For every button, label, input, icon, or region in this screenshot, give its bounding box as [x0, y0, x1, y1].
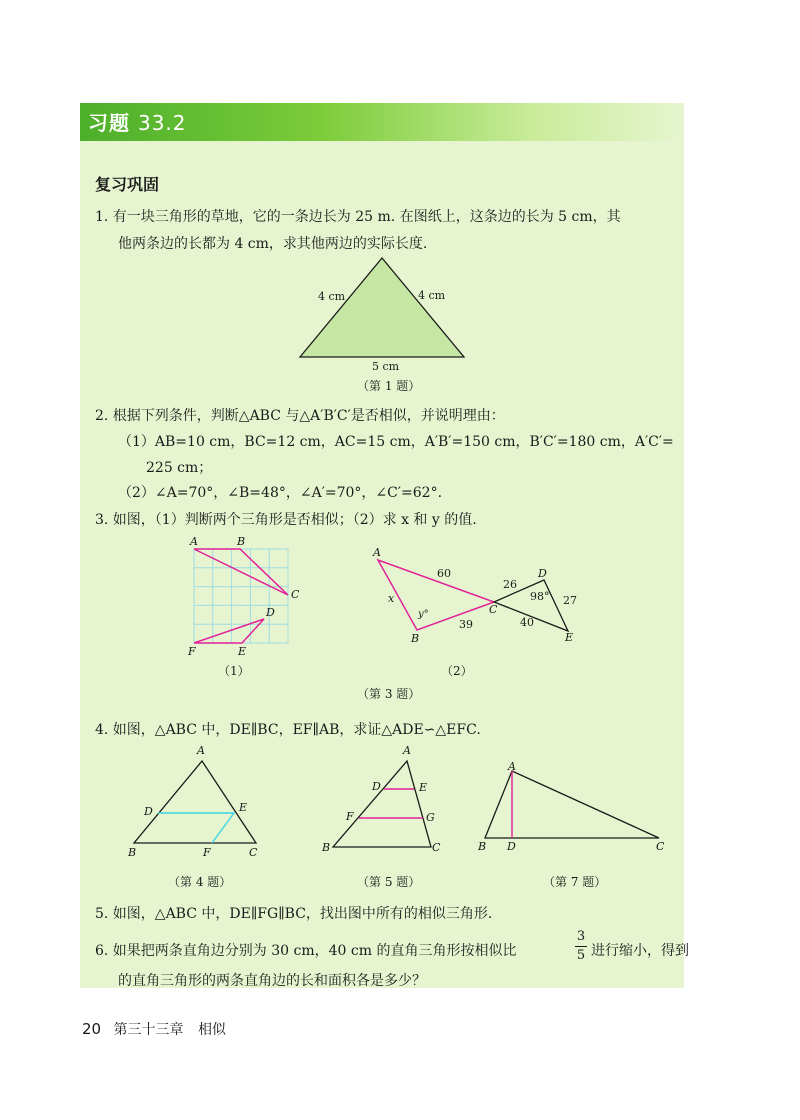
- q2-line3: 225 cm；: [146, 460, 213, 476]
- title-prefix: 习题: [88, 111, 130, 135]
- q3-f1-B: B: [237, 535, 246, 548]
- q6-line1b: 进行缩小，得到: [591, 943, 689, 959]
- q4-f7-C: C: [656, 840, 665, 853]
- q3-f2-D: D: [538, 567, 547, 580]
- q3-f2-26: 26: [503, 578, 517, 591]
- title-number: 33.2: [137, 111, 187, 135]
- q3-f1-sub: （1）: [218, 664, 250, 678]
- q4-f4-B: B: [128, 846, 137, 859]
- q3-f2-y: y°: [418, 609, 429, 620]
- q3-f2-B: B: [411, 632, 420, 645]
- q3-f2-A: A: [373, 546, 381, 559]
- q3-caption: （第 3 题）: [357, 687, 421, 701]
- chapter-name: 第三十三章: [113, 1022, 184, 1038]
- q7-caption: （第 7 题）: [543, 875, 607, 889]
- q4-f4-A: A: [197, 744, 205, 757]
- q3-f2-C: C: [489, 603, 498, 616]
- q3-line1: 3. 如图，（1）判断两个三角形是否相似；（2）求 x 和 y 的值.: [95, 512, 477, 528]
- q3-f2-E: E: [565, 631, 574, 644]
- q5-triangle-abc: [333, 761, 431, 847]
- q3-triangle-abc: [194, 549, 288, 595]
- exercise-title: [88, 107, 187, 136]
- q4-f5-C: C: [432, 841, 441, 854]
- q3-f2-40: 40: [520, 616, 534, 629]
- q2-line1: 2. 根据下列条件，判断△ABC 与△A′B′C′是否相似，并说明理由：: [95, 408, 505, 424]
- q4-triangle-abc: [134, 761, 256, 843]
- q2-line4: （2）∠A=70°，∠B=48°，∠A′=70°，∠C′=62°.: [118, 485, 443, 501]
- q3-triangle-abc2: [378, 560, 494, 630]
- q6-line2: 的直角三角形的两条直角边的长和面积各是多少？: [118, 973, 426, 989]
- q5-caption: （第 5 题）: [357, 875, 421, 889]
- q4-de-ef: [158, 813, 234, 843]
- q1-caption: （第 1 题）: [357, 379, 421, 393]
- q1-triangle: [300, 258, 464, 357]
- page-number: 20: [82, 1020, 102, 1038]
- chapter-topic: 相似: [198, 1022, 226, 1038]
- q3-fig2: [370, 555, 590, 645]
- q4-caption: （第 4 题）: [168, 875, 232, 889]
- q3-f1-C: C: [291, 588, 300, 601]
- q7-triangle-abc: [485, 771, 659, 838]
- q4-f7-D: D: [507, 840, 516, 853]
- q6-frac-num: 3: [576, 929, 586, 944]
- section-heading: 复习巩固: [95, 175, 160, 194]
- q4-f4-D: D: [144, 805, 153, 818]
- q4-f5-B: B: [322, 841, 331, 854]
- q1-line2: 他两条边的长都为 4 cm，求其他两边的实际长度.: [118, 236, 428, 252]
- q4-f7-B: B: [478, 840, 487, 853]
- q3-f2-39: 39: [459, 618, 473, 631]
- q4-f4-E: E: [239, 801, 248, 814]
- q1-figure: [290, 255, 480, 365]
- q4-f5-E: E: [419, 781, 428, 794]
- q1-base: 5 cm: [372, 360, 400, 373]
- q3-f2-x: x: [388, 592, 395, 605]
- q3-f1-A: A: [190, 535, 198, 548]
- q3-f1-F: F: [188, 645, 196, 658]
- q3-f2-27: 27: [563, 594, 577, 607]
- q4-line1: 4. 如图，△ABC 中，DE∥BC，EF∥AB，求证△ADE∽△EFC.: [95, 722, 481, 738]
- q4-f5-F: F: [346, 810, 354, 823]
- q1-left-side: 4 cm: [318, 290, 346, 303]
- q4-f4-C: C: [249, 846, 258, 859]
- q4-fig5: [325, 755, 440, 850]
- q3-triangle-def: [194, 619, 264, 643]
- q4-f5-D: D: [372, 780, 381, 793]
- q3-f1-D: D: [266, 606, 275, 619]
- q3-fig1-grid: [190, 545, 295, 645]
- q3-f1-E: E: [238, 645, 247, 658]
- q1-line1: 1. 有一块三角形的草地，它的一条边长为 25 m. 在图纸上，这条边的长为 5 cm，其: [95, 209, 621, 225]
- q3-f2-60: 60: [437, 567, 451, 580]
- q5-line1: 5. 如图，△ABC 中，DE∥FG∥BC，找出图中所有的相似三角形.: [95, 906, 493, 922]
- page-footer: [82, 1019, 226, 1039]
- q2-line2: （1）AB=10 cm，BC=12 cm，AC=15 cm，A′B′=150 cm，B′C′=180 cm，A′C′=: [118, 434, 674, 450]
- q4-f5-A: A: [403, 744, 411, 757]
- q1-right-side: 4 cm: [418, 289, 446, 302]
- q3-f2-98: 98°: [530, 590, 550, 603]
- q4-f4-F: F: [203, 846, 211, 859]
- q4-f5-G: G: [426, 811, 435, 824]
- q6-frac-den: 5: [576, 948, 586, 963]
- q3-f2-sub: （2）: [441, 664, 473, 678]
- q6-line1a: 6. 如果把两条直角边分别为 30 cm，40 cm 的直角三角形按相似比: [95, 943, 517, 959]
- q6-frac-line: [575, 946, 587, 947]
- q4-fig7: [482, 765, 662, 840]
- q4-f7-A: A: [508, 760, 516, 773]
